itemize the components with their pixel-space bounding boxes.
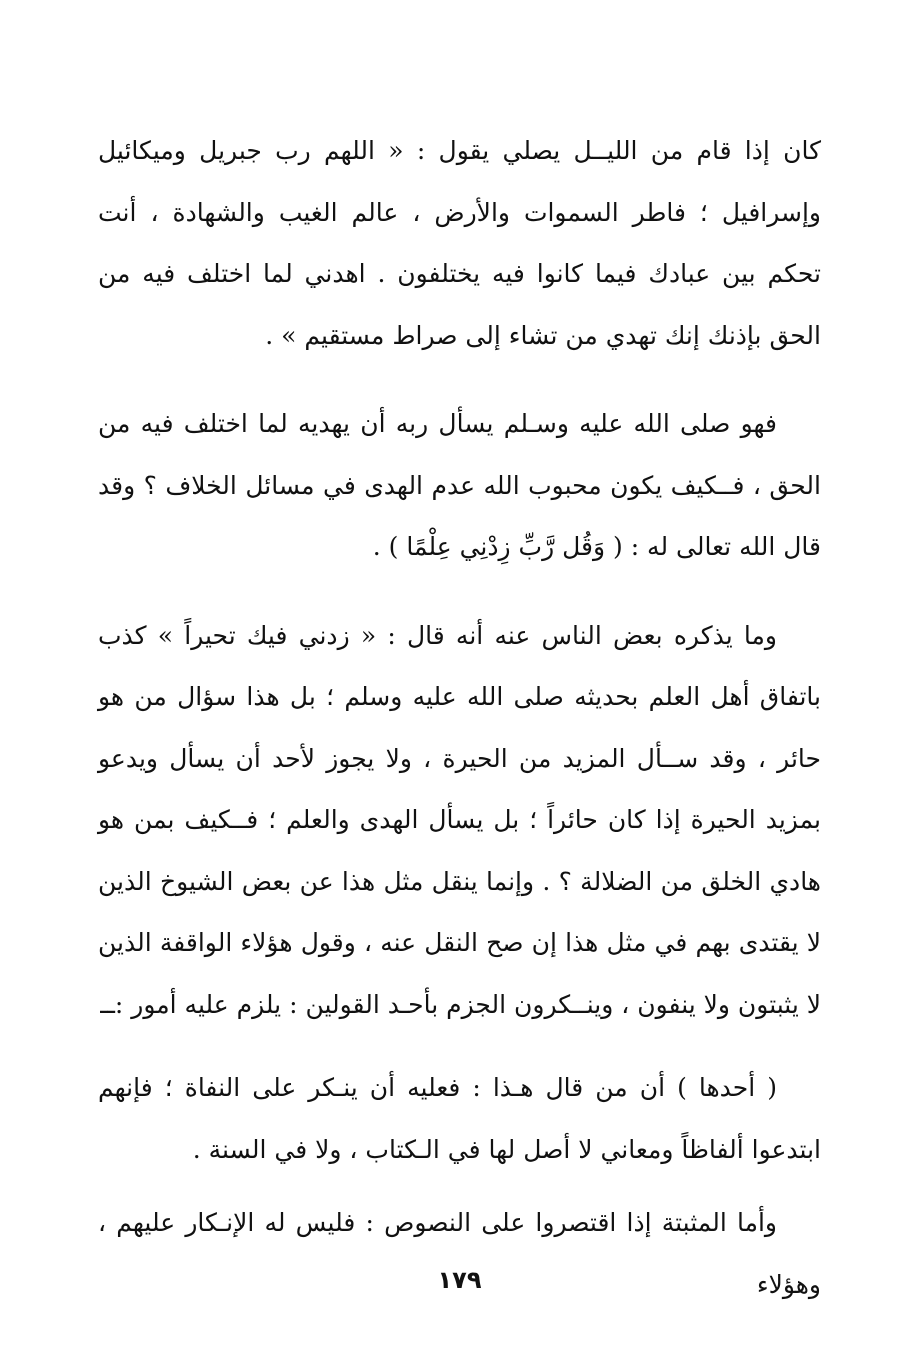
paragraph-guidance: فهو صلى الله عليه وسـلم يسأل ربه أن يهديه لما اختلف فيه من الحق ، فــكيف يكون محبوب الله عدم الهدى في مسائل الخلاف ؟ وقد قال الله تعالى له : ( وَقُل رَّبِّ زِدْنِي عِلْمًا ) . — [98, 409, 821, 561]
paragraph-gap — [98, 1180, 821, 1192]
paragraph-first-point: ( أحدها ) أن من قال هـذا : فعليه أن ينـكر على النفاة ؛ فإنهم ابتدعوا ألفاظاً ومعاني لا أصل لها في الـكتاب ، ولا في السنة . — [98, 1073, 821, 1164]
paragraph-gap — [98, 366, 821, 393]
paragraph-muthbita: وأما المثبتة إذا اقتصروا على النصوص : فليس له الإنـكار عليهم ، وهؤلاء — [98, 1208, 821, 1299]
paragraph-hadith-refutation: وما يذكره بعض الناس عنه أنه قال : « زدني فيك تحيراً » كذب باتفاق أهل العلم بحديثه صلى الله عليه وسلم ؛ بل هذا سؤال من هو حائر ، وقد ســأل المزيد من الحيرة ، ولا يجوز لأحد أن يسأل ويدعو بمزيد الحيرة إذا كان حائراً ؛ بل يسأل الهدى والعلم ؛ فــكيف بمن هو هادي الخلق من الضلالة ؟ . وإنما ينقل مثل هذا عن بعض الشيوخ الذين لا يقتدى بهم في مثل هذا إن صح النقل عنه ، وقول هؤلاء الواقفة الذين لا يثبتون ولا ينفون ، وينــكرون الجزم بأحـد القولين : يلزم عليه أمور :ــ — [98, 620, 821, 1019]
paragraph-dua: كان إذا قام من الليــل يصلي يقول : « اللهم رب جبريل وميكائيل وإسرافيل ؛ فاطر السموات والأرض ، عالم الغيب والشهادة ، أنت تحكم بين عبادك فيما كانوا فيه يختلفون . اهدني لما اختلف فيه من الحق بإذنك إنك تهدي من تشاء إلى صراط مستقيم » . — [98, 136, 821, 350]
paragraph-gap — [98, 578, 821, 605]
page-body — [98, 120, 821, 1315]
page-number: ١٧٩ — [437, 1266, 482, 1294]
paragraph-gap — [98, 1035, 821, 1057]
